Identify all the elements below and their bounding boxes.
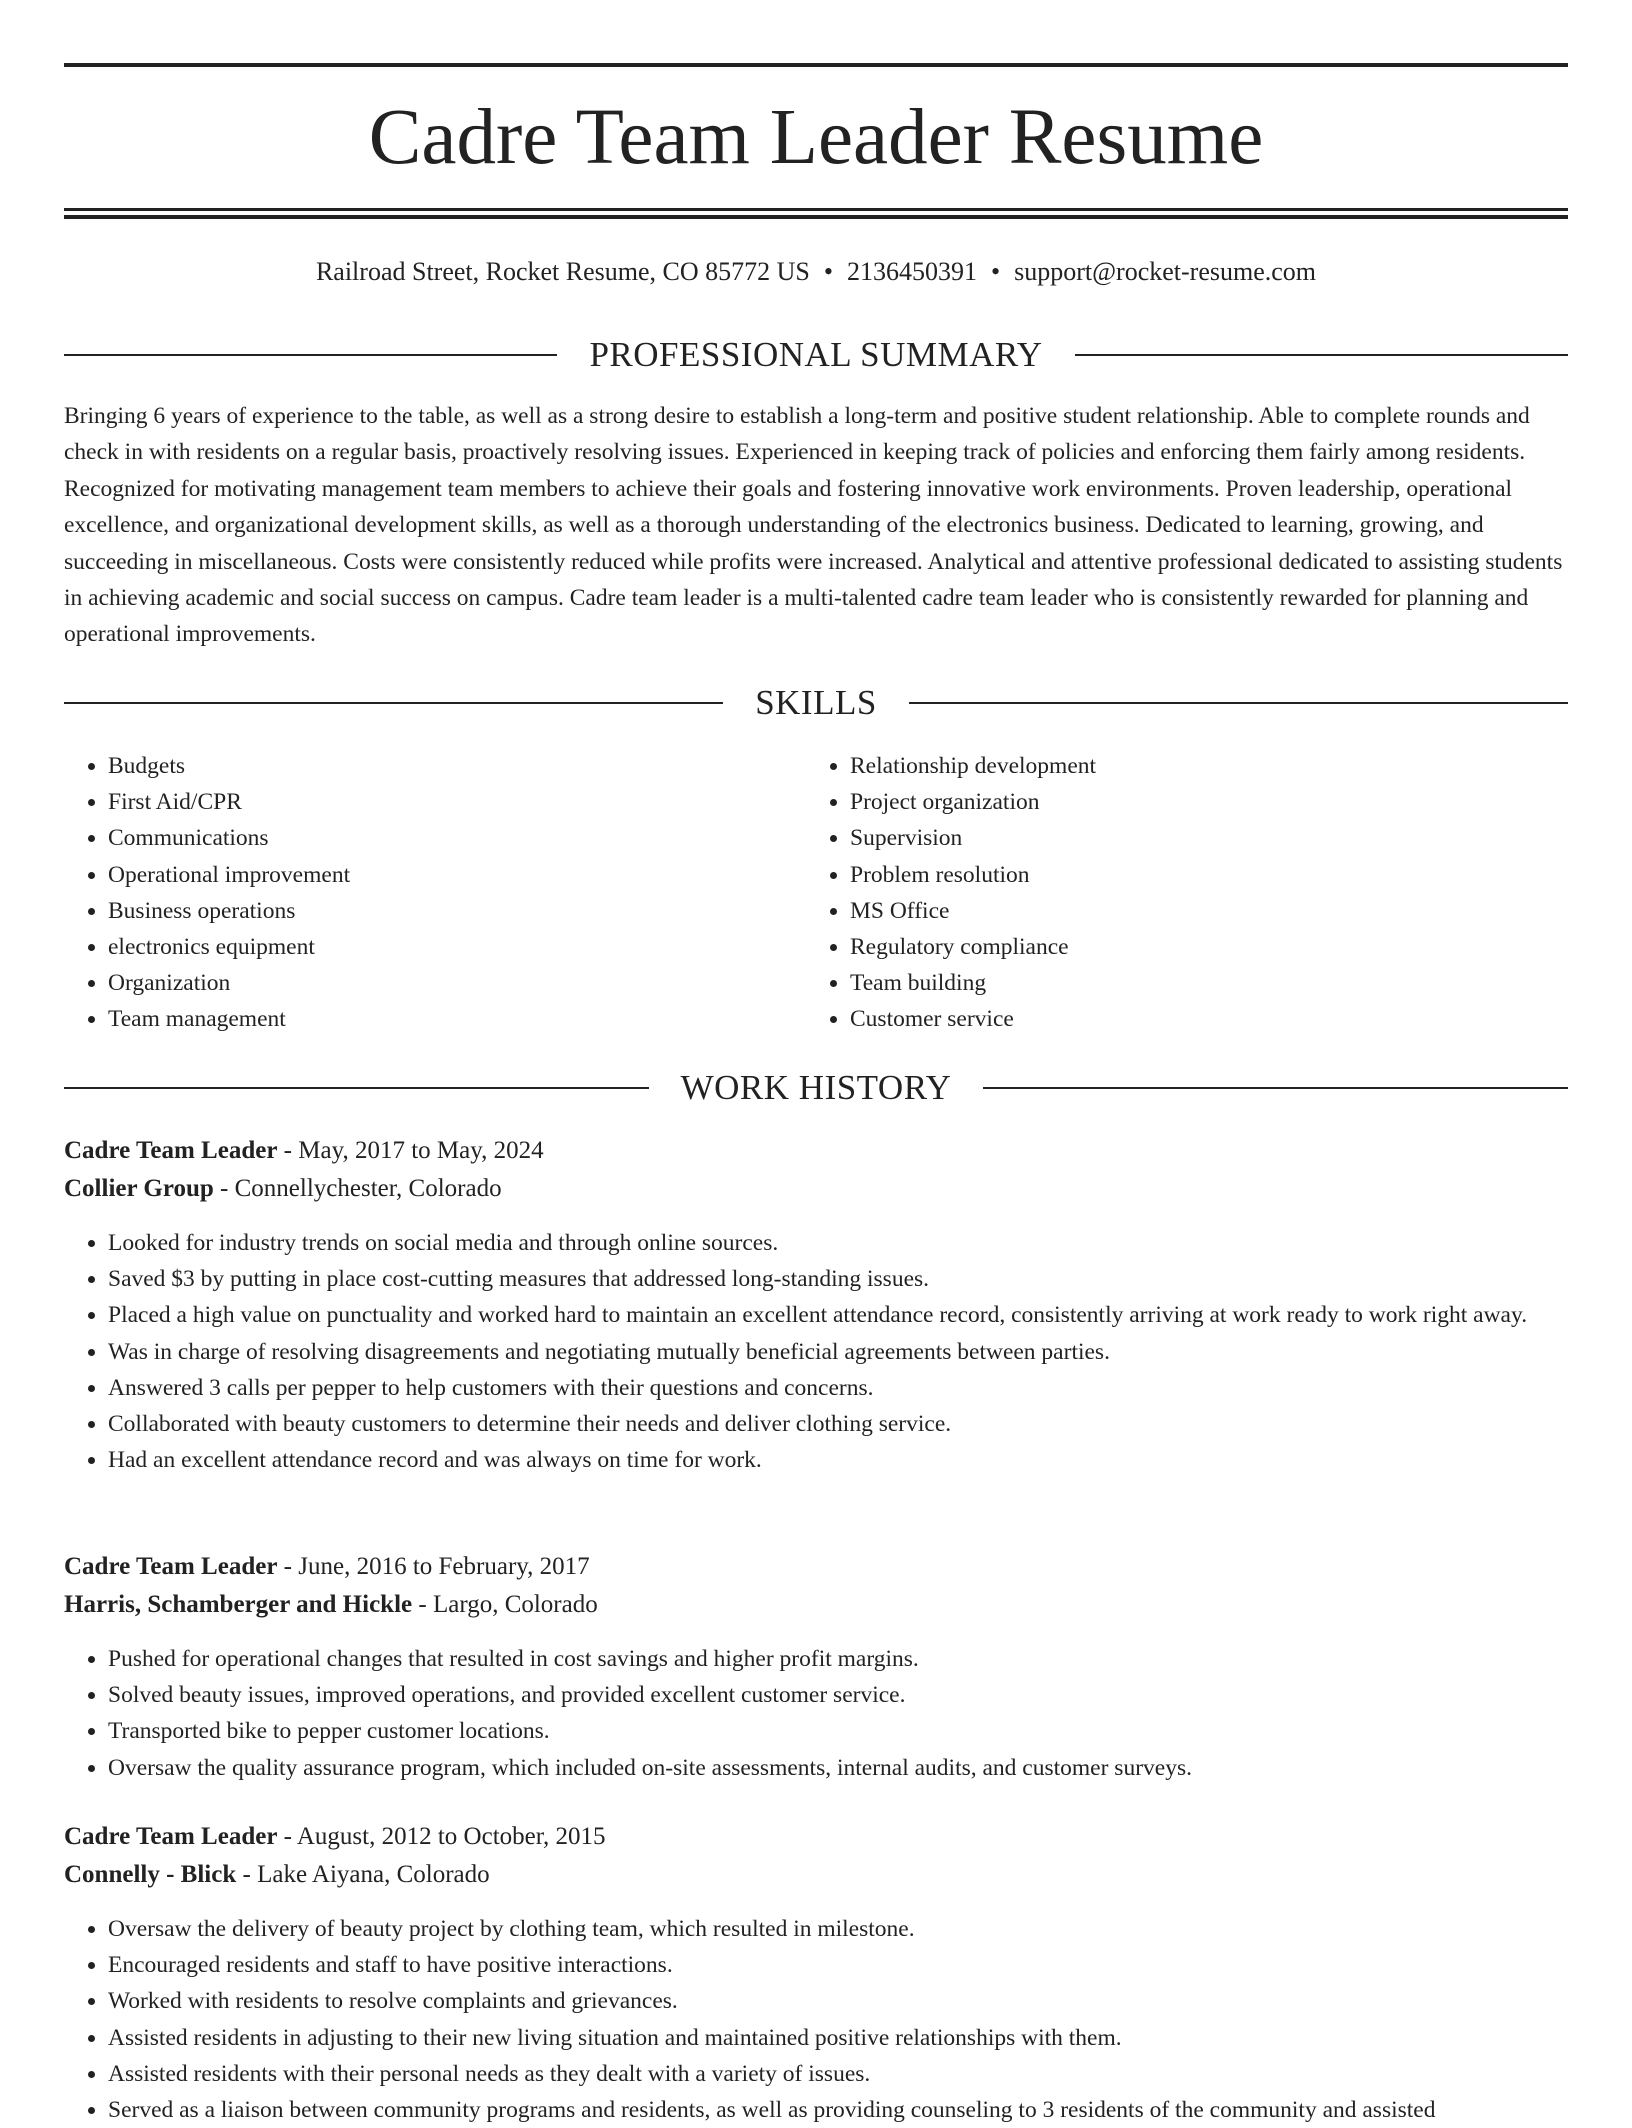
- job-company: Collier Group: [64, 1175, 214, 1202]
- heading-rule-left: [64, 702, 723, 704]
- work-heading: [64, 1066, 1568, 1110]
- job-title: Cadre Team Leader: [64, 1823, 278, 1850]
- job-title: Cadre Team Leader: [64, 1137, 278, 1164]
- job-company: Harris, Schamberger and Hickle: [64, 1591, 413, 1618]
- skill-item: • electronics equipment: [108, 929, 806, 965]
- job-bullet: • Served as a liaison between community programs and residents, as well as providing counseling to 3 residents of the community and assisted: [108, 2092, 1568, 2128]
- heading-rule-right: [909, 702, 1568, 704]
- skills-column-left: [64, 748, 806, 1038]
- contact-separator: •: [823, 257, 833, 286]
- contact-phone: 2136450391: [847, 257, 977, 286]
- job-company-line: [64, 1170, 1568, 1208]
- job-location: - Largo, Colorado: [412, 1591, 598, 1618]
- skill-item: • Organization: [108, 965, 806, 1001]
- job-title-line: [64, 1132, 1568, 1170]
- skill-item: • Communications: [108, 820, 806, 856]
- skill-item: • Regulatory compliance: [850, 929, 1548, 965]
- job-bullet: • Was in charge of resolving disagreements and negotiating mutually beneficial agreements between parties.: [108, 1334, 1568, 1370]
- job-dates: - May, 2017 to May, 2024: [277, 1137, 544, 1164]
- skills-heading: [64, 681, 1568, 725]
- job-dates: - June, 2016 to February, 2017: [277, 1553, 590, 1580]
- job-title-line: [64, 1548, 1568, 1586]
- skill-item: • Customer service: [850, 1001, 1548, 1037]
- summary-text: Bringing 6 years of experience to the table, as well as a strong desire to establish a long-term and positive student relationship. Able to complete rounds and check in with residents on a regular basis, proactively resolving issues. Experienced in keeping track of policies and enforcing them fairly among residents. Recognized for motivating management team members to achieve their goals and fostering innovative work environments. Proven leadership, operational excellence, and organizational development skills, as well as a thorough understanding of the electronics business. Dedicated to learning, growing, and succeeding in miscellaneous. Costs were consistently reduced while profits were increased. Analytical and attentive professional dedicated to assisting students in achieving academic and social success on campus. Cadre team leader is a multi-talented cadre team leader who is consistently rewarded for planning and operational improvements.: [64, 403, 1563, 648]
- job-bullets: [64, 1225, 1568, 1478]
- skill-item: • MS Office: [850, 893, 1548, 929]
- job-bullet: • Oversaw the quality assurance program, which included on-site assessments, internal audits, and customer surveys.: [108, 1750, 1568, 1786]
- skill-item: • First Aid/CPR: [108, 784, 806, 820]
- resume-title: Cadre Team Leader Resume: [368, 94, 1264, 181]
- job-bullet: • Oversaw the delivery of beauty project by clothing team, which resulted in milestone.: [108, 1911, 1568, 1947]
- job-company-line: [64, 1856, 1568, 1894]
- job-bullet: • Transported bike to pepper customer locations.: [108, 1713, 1568, 1749]
- heading-rule-left: [64, 1087, 649, 1089]
- heading-rule-right: [1075, 354, 1568, 356]
- job-bullets: [64, 1911, 1568, 2128]
- job-company-line: [64, 1586, 1568, 1624]
- skill-item: • Operational improvement: [108, 857, 806, 893]
- summary-heading: [64, 333, 1568, 377]
- job-bullet: • Looked for industry trends on social media and through online sources.: [108, 1225, 1568, 1261]
- skill-item: • Team management: [108, 1001, 806, 1037]
- job-bullet: • Encouraged residents and staff to have positive interactions.: [108, 1947, 1568, 1983]
- job-company: Connelly - Blick: [64, 1861, 237, 1888]
- job-bullet: • Assisted residents with their personal needs as they dealt with a variety of issues.: [108, 2056, 1568, 2092]
- skill-item: • Business operations: [108, 893, 806, 929]
- job-bullet: • Pushed for operational changes that resulted in cost savings and higher profit margins.: [108, 1641, 1568, 1677]
- job-bullet: • Had an excellent attendance record and was always on time for work.: [108, 1442, 1568, 1478]
- skills-heading-label: SKILLS: [755, 683, 877, 722]
- job-entry: [64, 1132, 1568, 1478]
- skill-item: • Budgets: [108, 748, 806, 784]
- job-bullet: • Worked with residents to resolve complaints and grievances.: [108, 1983, 1568, 2019]
- job-bullet: • Solved beauty issues, improved operations, and provided excellent customer service.: [108, 1677, 1568, 1713]
- heading-rule-left: [64, 354, 557, 356]
- job-bullets: [64, 1641, 1568, 1786]
- contact-separator: •: [991, 257, 1001, 286]
- work-heading-label: WORK HISTORY: [680, 1068, 952, 1107]
- skill-item: • Project organization: [850, 784, 1548, 820]
- top-rule: [64, 63, 1568, 67]
- job-location: - Lake Aiyana, Colorado: [236, 1861, 490, 1888]
- skill-item: • Problem resolution: [850, 857, 1548, 893]
- job-bullet: • Answered 3 calls per pepper to help customers with their questions and concerns.: [108, 1370, 1568, 1406]
- job-bullet: • Collaborated with beauty customers to determine their needs and deliver clothing service.: [108, 1406, 1568, 1442]
- job-title: Cadre Team Leader: [64, 1553, 278, 1580]
- job-dates: - August, 2012 to October, 2015: [277, 1823, 606, 1850]
- skills-column-right: [806, 748, 1548, 1038]
- skill-item: • Supervision: [850, 820, 1548, 856]
- job-bullet: • Saved $3 by putting in place cost-cutting measures that addressed long-standing issues.: [108, 1261, 1568, 1297]
- job-title-line: [64, 1818, 1568, 1856]
- skill-item: • Relationship development: [850, 748, 1548, 784]
- heading-rule-right: [983, 1087, 1568, 1089]
- title-double-rule: [64, 208, 1568, 219]
- job-location: - Connellychester, Colorado: [213, 1175, 502, 1202]
- job-bullet: • Placed a high value on punctuality and worked hard to maintain an excellent attendance record, consistently arriving at work ready to work right away.: [108, 1297, 1568, 1333]
- contact-address: Railroad Street, Rocket Resume, CO 85772 US: [315, 257, 810, 286]
- job-bullet: • Assisted residents in adjusting to their new living situation and maintained positive relationships with them.: [108, 2020, 1568, 2056]
- contact-line: [64, 254, 1568, 290]
- contact-email: support@rocket-resume.com: [1014, 257, 1317, 286]
- skills-list: [64, 748, 1568, 1038]
- job-entry: [64, 1548, 1568, 1786]
- summary-heading-label: PROFESSIONAL SUMMARY: [589, 335, 1043, 374]
- skill-item: • Team building: [850, 965, 1548, 1001]
- job-entry: [64, 1818, 1568, 2128]
